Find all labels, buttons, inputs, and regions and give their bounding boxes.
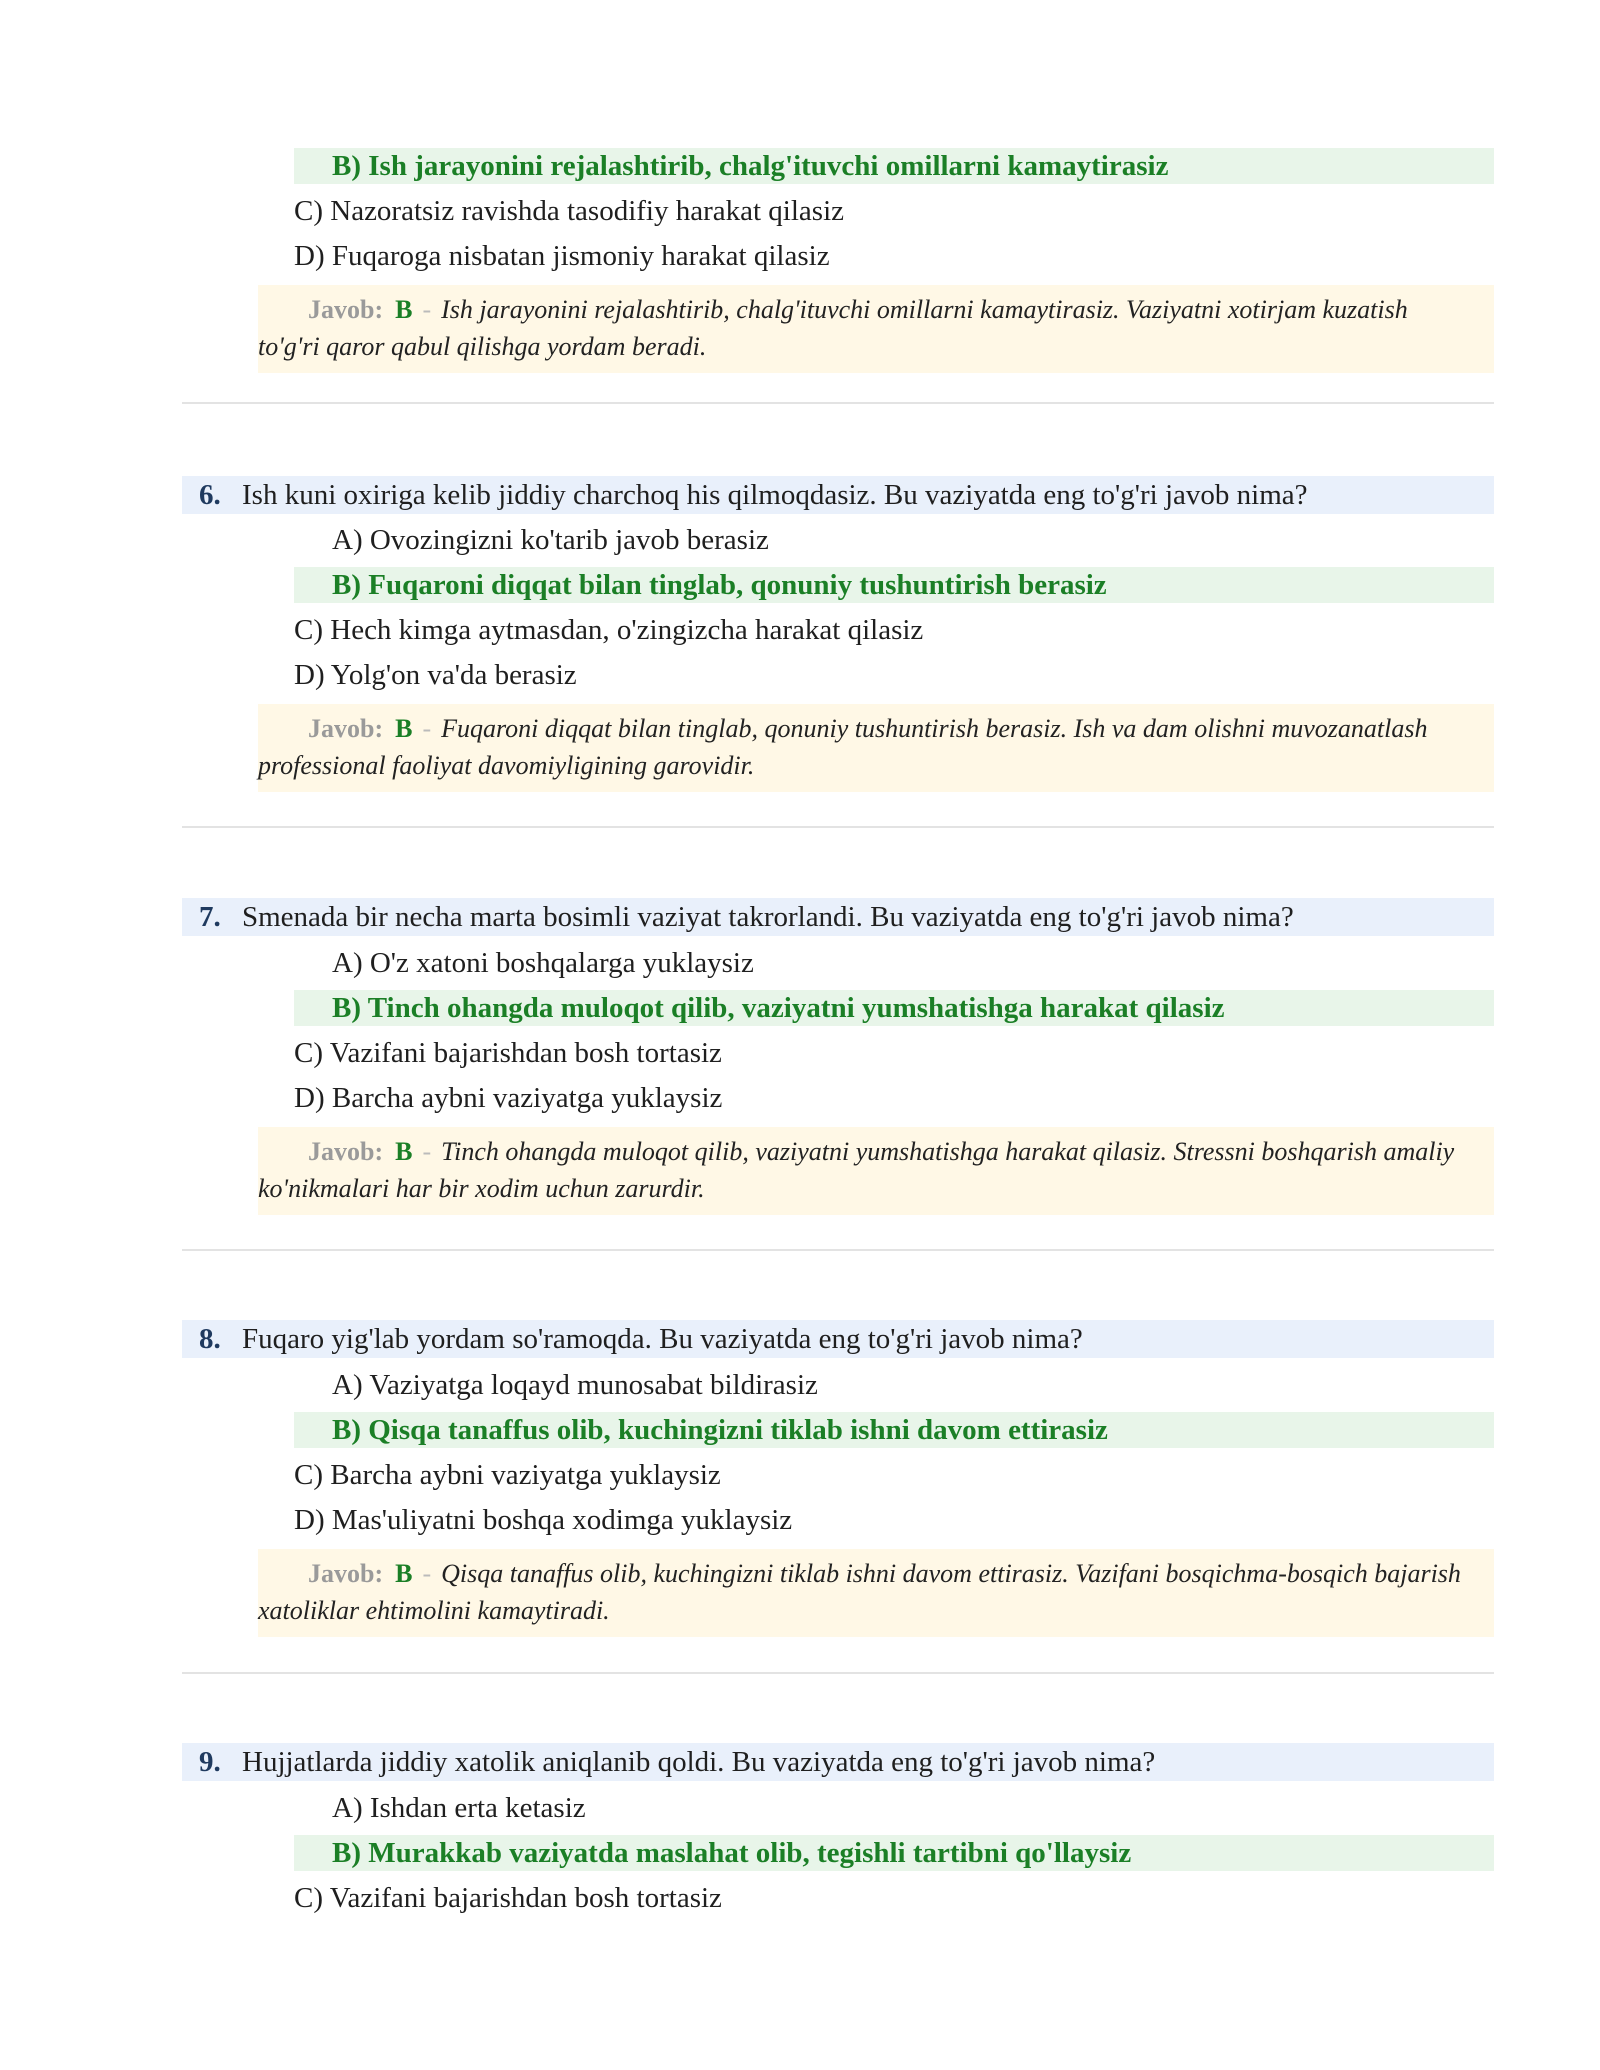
answer-box bbox=[258, 704, 1494, 792]
answer-box bbox=[258, 1127, 1494, 1215]
answer-label: Javob: bbox=[308, 714, 384, 743]
option: C) Nazoratsiz ravishda tasodifiy harakat qilasiz bbox=[294, 195, 844, 227]
question-text: Smenada bir necha marta bosimli vaziyat takrorlandi. Bu vaziyatda eng to'g'ri javob nima? bbox=[242, 901, 1294, 933]
option: A) Vaziyatga loqayd munosabat bildirasiz bbox=[332, 1369, 818, 1401]
question-divider bbox=[182, 826, 1494, 828]
option: A) O'z xatoni boshqalarga yuklaysiz bbox=[332, 947, 754, 979]
question-divider bbox=[182, 402, 1494, 404]
question-text: Ish kuni oxiriga kelib jiddiy charchoq his qilmoqdasiz. Bu vaziyatda eng to'g'ri javob nima? bbox=[242, 479, 1308, 511]
option: A) Ovozingizni ko'tarib javob berasiz bbox=[332, 524, 769, 556]
option: C) Vazifani bajarishdan bosh tortasiz bbox=[294, 1882, 722, 1914]
option-correct: B) Murakkab vaziyatda maslahat olib, tegishli tartibni qo'llaysiz bbox=[294, 1835, 1494, 1871]
answer-letter: B bbox=[395, 1137, 413, 1166]
answer-explanation: Tinch ohangda muloqot qilib, vaziyatni yumshatishga harakat qilasiz. Stressni boshqarish amaliy ko'nikmalari har bir xodim uchun zarurdir. bbox=[258, 1137, 1455, 1203]
option: C) Hech kimga aytmasdan, o'zingizcha harakat qilasiz bbox=[294, 614, 924, 646]
option: C) Barcha aybni vaziyatga yuklaysiz bbox=[294, 1459, 721, 1491]
option: D) Barcha aybni vaziyatga yuklaysiz bbox=[294, 1082, 723, 1114]
answer-label: Javob: bbox=[308, 1559, 384, 1588]
question-row bbox=[182, 1320, 1494, 1358]
option-correct: B) Qisqa tanaffus olib, kuchingizni tiklab ishni davom ettirasiz bbox=[294, 1412, 1494, 1448]
option: D) Yolg'on va'da berasiz bbox=[294, 659, 577, 691]
answer-dash: - bbox=[422, 714, 432, 743]
question-row bbox=[182, 898, 1494, 936]
question-divider bbox=[182, 1672, 1494, 1674]
option: D) Mas'uliyatni boshqa xodimga yuklaysiz bbox=[294, 1504, 793, 1536]
question-number: 9. bbox=[199, 1746, 221, 1778]
option: A) Ishdan erta ketasiz bbox=[332, 1792, 586, 1824]
option-correct: B) Ish jarayonini rejalashtirib, chalg'ituvchi omillarni kamaytirasiz bbox=[294, 148, 1494, 184]
question-divider bbox=[182, 1249, 1494, 1251]
answer-explanation: Ish jarayonini rejalashtirib, chalg'ituvchi omillarni kamaytirasiz. Vaziyatni xotirjam kuzatish to'g'ri qaror qabul qilishga yordam beradi. bbox=[258, 295, 1408, 361]
answer-letter: B bbox=[395, 714, 413, 743]
answer-dash: - bbox=[422, 1137, 432, 1166]
answer-label: Javob: bbox=[308, 295, 384, 324]
answer-dash: - bbox=[422, 1559, 432, 1588]
option-correct: B) Fuqaroni diqqat bilan tinglab, qonuniy tushuntirish berasiz bbox=[294, 567, 1494, 603]
answer-box bbox=[258, 285, 1494, 373]
question-row bbox=[182, 1743, 1494, 1781]
answer-box bbox=[258, 1549, 1494, 1637]
question-number: 7. bbox=[199, 901, 221, 933]
answer-explanation: Qisqa tanaffus olib, kuchingizni tiklab ishni davom ettirasiz. Vazifani bosqichma-bosqich bajarish xatoliklar ehtimolini kamaytiradi. bbox=[258, 1559, 1461, 1625]
answer-explanation: Fuqaroni diqqat bilan tinglab, qonuniy tushuntirish berasiz. Ish va dam olishni muvozanatlash professional faoliyat davomiyligining garovidir. bbox=[258, 714, 1428, 780]
answer-dash: - bbox=[422, 295, 432, 324]
answer-letter: B bbox=[395, 1559, 413, 1588]
option: D) Fuqaroga nisbatan jismoniy harakat qilasiz bbox=[294, 240, 830, 272]
question-text: Fuqaro yig'lab yordam so'ramoqda. Bu vaziyatda eng to'g'ri javob nima? bbox=[242, 1323, 1083, 1355]
question-row bbox=[182, 476, 1494, 514]
question-number: 6. bbox=[199, 479, 221, 511]
option-correct: B) Tinch ohangda muloqot qilib, vaziyatni yumshatishga harakat qilasiz bbox=[294, 990, 1494, 1026]
question-number: 8. bbox=[199, 1323, 221, 1355]
answer-label: Javob: bbox=[308, 1137, 384, 1166]
answer-letter: B bbox=[395, 295, 413, 324]
option: C) Vazifani bajarishdan bosh tortasiz bbox=[294, 1037, 722, 1069]
question-text: Hujjatlarda jiddiy xatolik aniqlanib qoldi. Bu vaziyatda eng to'g'ri javob nima? bbox=[242, 1746, 1156, 1778]
